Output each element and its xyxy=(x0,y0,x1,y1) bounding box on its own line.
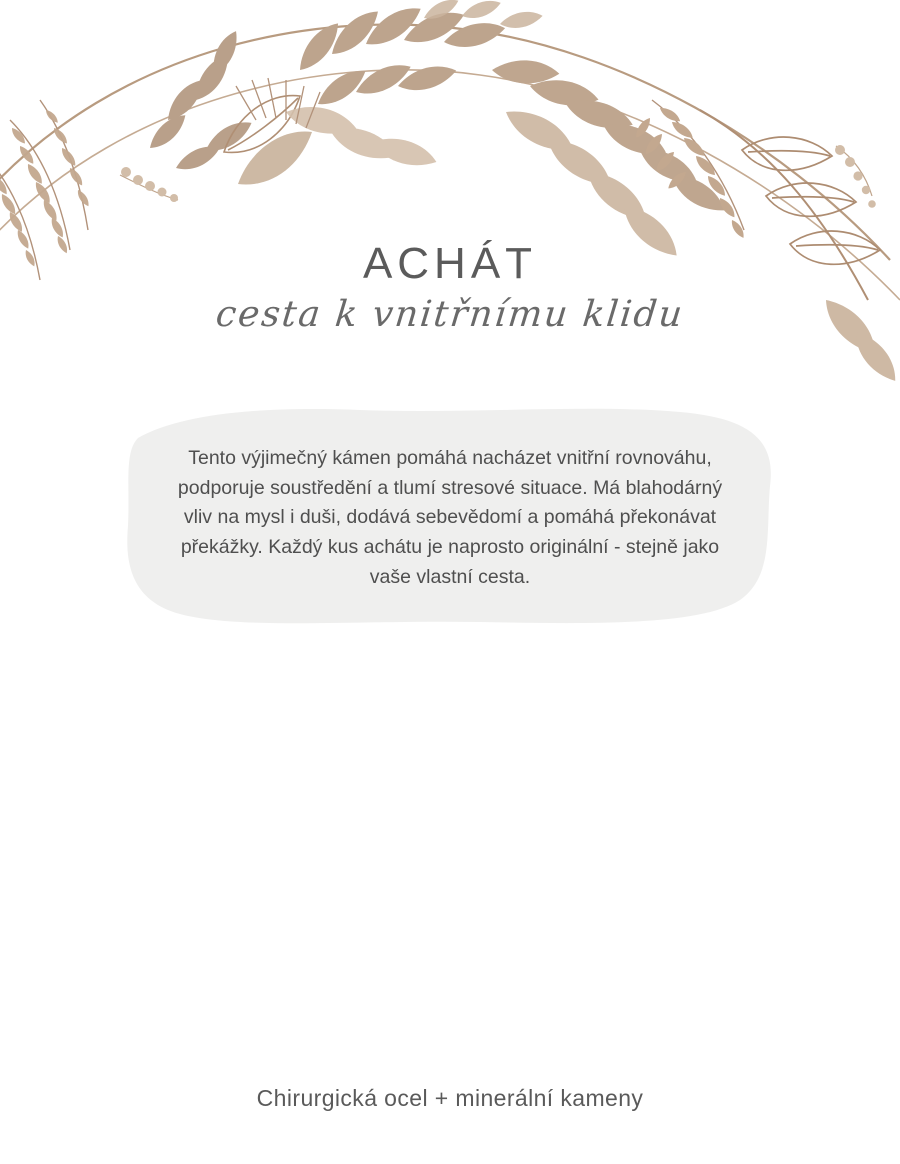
materials-footer: Chirurgická ocel + minerální kameny xyxy=(256,1085,644,1111)
description-block xyxy=(120,400,780,640)
page-title: ACHÁT xyxy=(362,239,538,288)
page-subtitle: cesta k vnitřnímu klidu xyxy=(213,294,687,336)
botanical-branch-icon xyxy=(0,0,900,400)
description-text: Tento výjimečný kámen pomáhá nacházet vnitřní rovnováhu, podporuje soustředění a tlumí stresové situace. Má blahodárný vliv na mysl i duši, dodává sebevědomí a pomáhá překonávat překážky. Každý kus achátu je naprosto originální - stejně jako vaše vlastní cesta. xyxy=(177,447,723,588)
page-title-block xyxy=(0,240,900,335)
